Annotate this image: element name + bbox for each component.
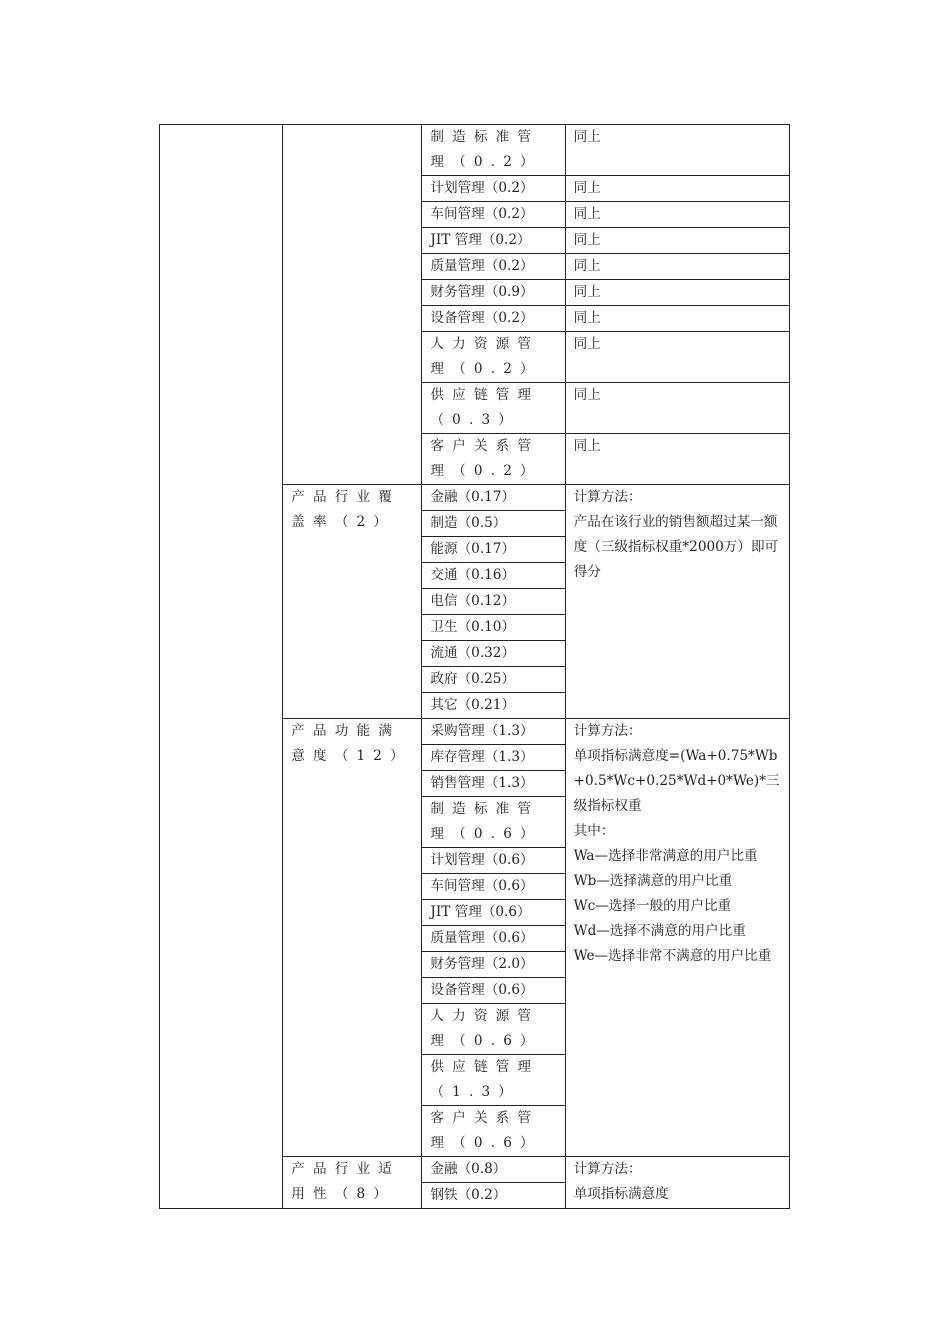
indicator-cell: 电信（0.12） <box>422 589 565 615</box>
method-cell: 同上 <box>565 125 789 176</box>
indicator-cell: 金融（0.8） <box>422 1157 565 1183</box>
indicator-cell: 能源（0.17） <box>422 537 565 563</box>
indicator-cell: 人力资源管理（0.6） <box>422 1004 565 1055</box>
indicator-cell: 供应链管理（0.3） <box>422 383 565 434</box>
applicability-title-cell: 产品行业适用性（8） <box>283 1157 422 1209</box>
level1-empty-cell <box>160 125 283 1209</box>
indicator-cell: 计划管理（0.6） <box>422 848 565 874</box>
method-cell: 同上 <box>565 228 789 254</box>
indicator-cell: 交通（0.16） <box>422 563 565 589</box>
indicator-cell: 质量管理（0.2） <box>422 254 565 280</box>
satisfaction-method-cell: 计算方法： 单项指标满意度=(Wa+0.75*Wb+0.5*Wc+0.25*Wd+0*We)*三级指标权重 其中： Wa—选择非常满意的用户比重 Wb—选择满意的用户比重 Wc—选择一般的用户比重 Wd—选择不满意的用户比重 We—选择非常不满意的用户比重 <box>565 719 789 1157</box>
method-cell: 同上 <box>565 434 789 485</box>
coverage-method-cell: 计算方法： 产品在该行业的销售额超过某一额度（三级指标权重*2000万）即可得分 <box>565 485 789 719</box>
indicator-cell: 流通（0.32） <box>422 641 565 667</box>
indicator-cell: 政府（0.25） <box>422 667 565 693</box>
indicator-cell: 车间管理（0.6） <box>422 874 565 900</box>
indicator-cell: 卫生（0.10） <box>422 615 565 641</box>
satisfaction-title-cell: 产品功能满意度（12） <box>283 719 422 1157</box>
indicator-cell: 设备管理（0.2） <box>422 306 565 332</box>
indicator-cell: 制造（0.5） <box>422 511 565 537</box>
indicator-cell: 财务管理（2.0） <box>422 952 565 978</box>
indicator-cell: 供应链管理（1.3） <box>422 1055 565 1106</box>
indicator-cell: 其它（0.21） <box>422 693 565 719</box>
indicator-cell: 车间管理（0.2） <box>422 202 565 228</box>
indicator-cell: 人力资源管理（0.2） <box>422 332 565 383</box>
indicator-cell: 金融（0.17） <box>422 485 565 511</box>
indicator-cell: 计划管理（0.2） <box>422 176 565 202</box>
indicator-cell: 质量管理（0.6） <box>422 926 565 952</box>
applicability-method-cell: 计算方法： 单项指标满意度 <box>565 1157 789 1209</box>
indicator-cell: JIT 管理（0.6） <box>422 900 565 926</box>
method-cell: 同上 <box>565 332 789 383</box>
indicator-cell: 客户关系管理（0.2） <box>422 434 565 485</box>
coverage-title-cell: 产品行业覆盖率（2） <box>283 485 422 719</box>
method-cell: 同上 <box>565 383 789 434</box>
indicator-cell: 销售管理（1.3） <box>422 771 565 797</box>
method-cell: 同上 <box>565 176 789 202</box>
indicator-cell: 钢铁（0.2） <box>422 1183 565 1209</box>
indicator-cell: 财务管理（0.9） <box>422 280 565 306</box>
evaluation-table <box>159 124 790 1209</box>
method-cell: 同上 <box>565 306 789 332</box>
indicator-cell: 库存管理（1.3） <box>422 745 565 771</box>
method-cell: 同上 <box>565 254 789 280</box>
indicator-cell: 设备管理（0.6） <box>422 978 565 1004</box>
indicator-cell: 制造标准管理（0.6） <box>422 797 565 848</box>
indicator-cell: 制造标准管理（0.2） <box>422 125 565 176</box>
indicator-cell: 采购管理（1.3） <box>422 719 565 745</box>
method-cell: 同上 <box>565 202 789 228</box>
level2-empty-cell <box>283 125 422 485</box>
indicator-cell: 客户关系管理（0.6） <box>422 1106 565 1157</box>
indicator-cell: JIT 管理（0.2） <box>422 228 565 254</box>
method-cell: 同上 <box>565 280 789 306</box>
